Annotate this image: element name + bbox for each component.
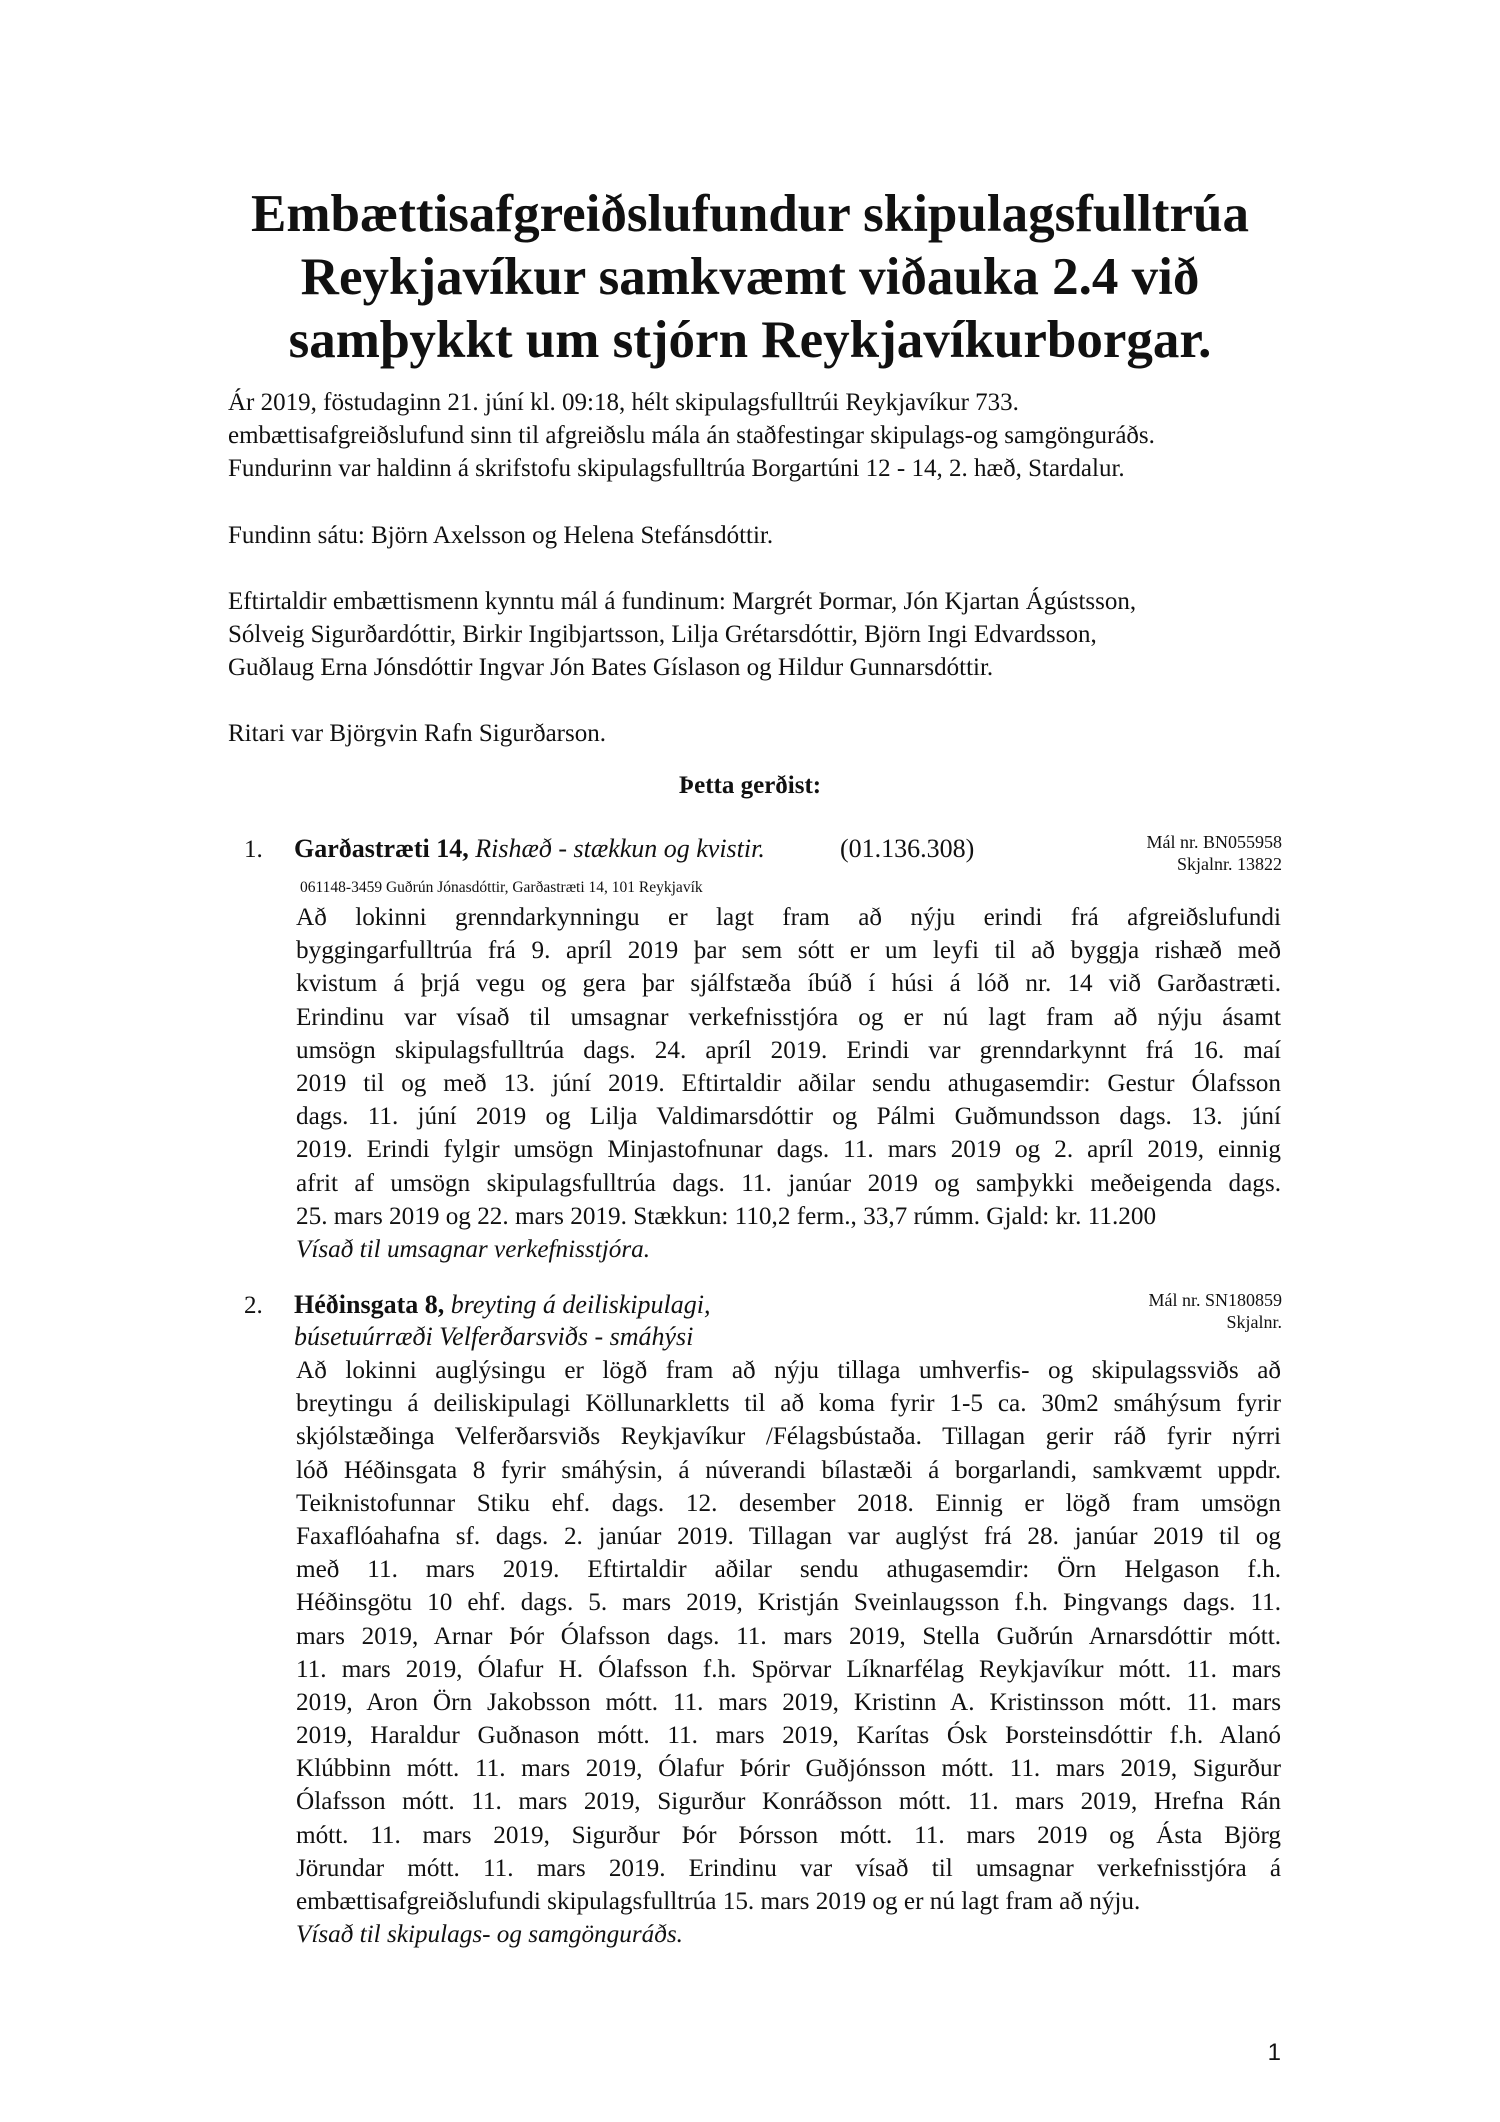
item-title-continued [294, 1322, 693, 1352]
page-number: 1 [1267, 2039, 1281, 2066]
item-number: 1. [244, 836, 263, 863]
body-line: Klúbbinn mótt. 11. mars 2019, Ólafur Þórir Guðjónsson mótt. 11. mars 2019, Sigurður [296, 1755, 1281, 1783]
body-line: Að lokinni auglýsingu er lögð fram að nýju tillaga umhverfis- og skipulagssviðs að [296, 1357, 1281, 1384]
title-line: samþykkt um stjórn Reykjavíkurborgar. [288, 311, 1212, 369]
item-address: Héðinsgata 8, [294, 1290, 445, 1319]
body-line: 25. mars 2019 og 22. mars 2019. Stækkun: 110,2 ferm., 33,7 rúmm. Gjald: kr. 11.200 [296, 1202, 1157, 1230]
body-line: Faxaflóahafna sf. dags. 2. janúar 2019. Tillagan var auglýst frá 28. janúar 2019 til og [296, 1522, 1281, 1550]
case-number: Mál nr. SN180859 [1148, 1290, 1282, 1310]
item-description-2: búsetuúrræði Velferðarsviðs - smáhýsi [294, 1322, 694, 1351]
body-line: 2019, Haraldur Guðnason mótt. 11. mars 2019, Karítas Ósk Þorsteinsdóttir f.h. Alanó [296, 1722, 1281, 1750]
body-line: Erindinu var vísað til umsagnar verkefnisstjóra og er nú lagt fram að nýju ásamt [296, 1003, 1281, 1031]
item-title [294, 834, 765, 864]
body-line: skjólstæðinga Velferðarsviðs Reykjavíkur /Félagsbústaða. Tillagan gerir ráð fyrir nýrri [296, 1423, 1281, 1451]
title-line: Embættisafgreiðslufundur skipulagsfulltrúa [251, 185, 1249, 243]
body-line: 2019 til og með 13. júní 2019. Eftirtaldir aðilar sendu athugasemdir: Gestur Ólafsson [296, 1069, 1281, 1097]
item-address: Garðastræti 14, [294, 834, 469, 863]
body-line: með 11. mars 2019. Eftirtaldir aðilar sendu athugasemdir: Örn Helgason f.h. [296, 1556, 1281, 1584]
body-line: lóð Héðinsgata 8 fyrir smáhýsin, á núverandi bílastæði á borgarlandi, samkvæmt uppdr. [296, 1456, 1281, 1484]
title-line: Reykjavíkur samkvæmt viðauka 2.4 við [300, 248, 1200, 306]
item-title [294, 1290, 710, 1320]
document-number: Skjalnr. 13822 [1176, 854, 1282, 874]
section-heading: Þetta gerðist: [678, 772, 822, 799]
body-line: Ólafsson mótt. 11. mars 2019, Sigurður Konráðsson mótt. 11. mars 2019, Hrefna Rán [296, 1788, 1281, 1816]
body-line: mótt. 11. mars 2019, Sigurður Þór Þórsson mótt. 11. mars 2019 og Ásta Björg [296, 1821, 1281, 1849]
land-code: (01.136.308) [840, 834, 975, 863]
body-line: breytingu á deiliskipulagi Köllunarkletts til að koma fyrir 1-5 ca. 30m2 smáhýsum fyrir [296, 1390, 1281, 1418]
intro-paragraph [228, 386, 1288, 485]
body-line: Teiknistofunnar Stiku ehf. dags. 12. desember 2018. Einnig er lögð fram umsögn [296, 1489, 1281, 1517]
page-title [200, 183, 1300, 372]
intro-line: embættisafgreiðslufund sinn til afgreiðslu mála án staðfestingar skipulags-og samgönguráðs. [228, 422, 1155, 449]
officials-paragraph [228, 585, 1288, 684]
body-line: kvistum á þrjá vegu og gera þar sjálfstæða íbúð í húsi á lóð nr. 14 við Garðastræti. [296, 970, 1281, 998]
officials-line: Sólveig Sigurðardóttir, Birkir Ingibjartsson, Lilja Grétarsdóttir, Björn Ingi Edvardsson, [228, 621, 1097, 648]
body-line: afrit af umsögn skipulagsfulltrúa dags. 11. janúar 2019 og samþykki meðeigenda dags. [296, 1169, 1281, 1197]
body-line: 2019, Aron Örn Jakobsson mótt. 11. mars 2019, Kristinn A. Kristinsson mótt. 11. mars [296, 1688, 1281, 1716]
body-line: embættisafgreiðslufundi skipulagsfulltrúa 15. mars 2019 og er nú lagt fram að nýju. [296, 1888, 1141, 1915]
attendees-paragraph: Fundinn sátu: Björn Axelsson og Helena Stefánsdóttir. [228, 522, 774, 549]
officials-line: Guðlaug Erna Jónsdóttir Ingvar Jón Bates Gíslason og Hildur Gunnarsdóttir. [228, 654, 994, 681]
body-line: Héðinsgötu 10 ehf. dags. 5. mars 2019, Kristján Sveinlaugsson f.h. Þingvangs dags. 11. [296, 1589, 1281, 1617]
intro-line: Fundurinn var haldinn á skrifstofu skipulagsfulltrúa Borgartúni 12 - 14, 2. hæð, Stardalur. [228, 455, 1125, 482]
item-description: Rishæð - stækkun og kvistir. [475, 834, 765, 863]
body-line: umsögn skipulagsfulltrúa dags. 24. apríl 2019. Erindi var grenndarkynnt frá 16. maí [296, 1036, 1281, 1064]
document-number: Skjalnr. [1226, 1312, 1282, 1332]
item-number: 2. [244, 1292, 263, 1319]
body-line: mars 2019, Arnar Þór Ólafsson dags. 11. mars 2019, Stella Guðrún Arnarsdóttir mótt. [296, 1622, 1281, 1650]
applicant-info: 061148-3459 Guðrún Jónasdóttir, Garðastræti 14, 101 Reykjavík [300, 879, 703, 896]
item-body [296, 901, 1281, 1266]
case-reference [1146, 831, 1282, 875]
item-description: breyting á deiliskipulagi, [450, 1290, 711, 1319]
body-line: 2019. Erindi fylgir umsögn Minjastofnunar dags. 11. mars 2019 og 2. apríl 2019, einnig [296, 1136, 1281, 1164]
item-body [296, 1354, 1281, 1951]
secretary-paragraph: Ritari var Björgvin Rafn Sigurðarson. [228, 720, 606, 747]
case-reference [1148, 1289, 1282, 1333]
case-number: Mál nr. BN055958 [1146, 832, 1282, 852]
item-conclusion: Vísað til umsagnar verkefnisstjóra. [296, 1235, 651, 1263]
item-conclusion: Vísað til skipulags- og samgönguráðs. [296, 1921, 683, 1949]
body-line: Að lokinni grenndarkynningu er lagt fram að nýju erindi frá afgreiðslufundi [296, 904, 1281, 931]
body-line: Jörundar mótt. 11. mars 2019. Erindinu var vísað til umsagnar verkefnisstjóra á [296, 1854, 1281, 1882]
body-line: 11. mars 2019, Ólafur H. Ólafsson f.h. Spörvar Líknarfélag Reykjavíkur mótt. 11. mars [296, 1655, 1281, 1683]
officials-line: Eftirtaldir embættismenn kynntu mál á fundinum: Margrét Þormar, Jón Kjartan Ágústsson, [228, 588, 1137, 615]
body-line: dags. 11. júní 2019 og Lilja Valdimarsdóttir og Pálmi Guðmundsson dags. 13. júní [296, 1103, 1281, 1131]
body-line: byggingarfulltrúa frá 9. apríl 2019 þar sem sótt er um leyfi til að byggja rishæð með [296, 937, 1281, 965]
intro-line: Ár 2019, föstudaginn 21. júní kl. 09:18, hélt skipulagsfulltrúi Reykjavíkur 733. [228, 389, 1019, 416]
